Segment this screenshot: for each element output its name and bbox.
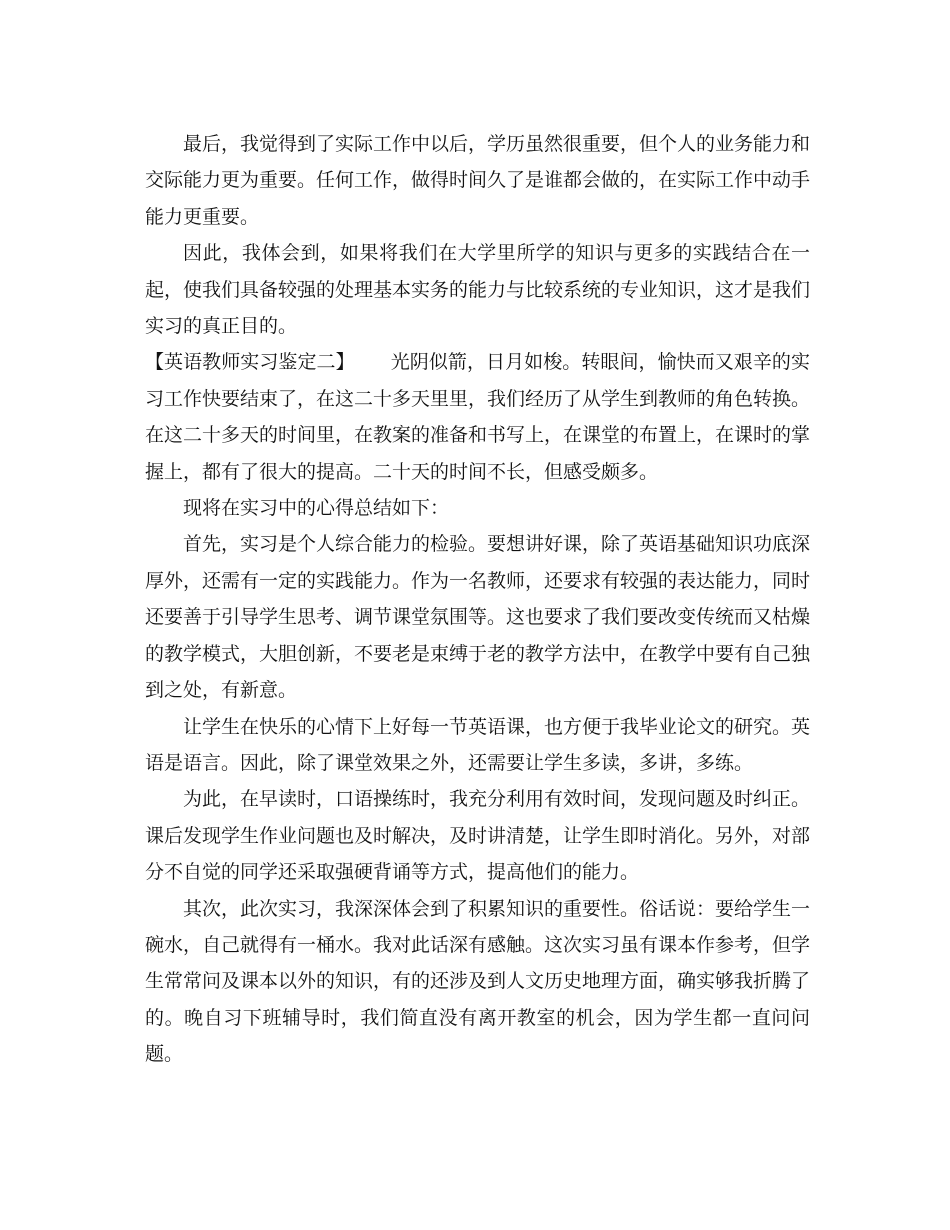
paragraph-7: 为此，在早读时，口语操练时，我充分利用有效时间，发现问题及时纠正。课后发现学生作业问题也及时解决，及时讲清楚，让学生即时消化。另外，对部分不自觉的同学还采取强硬背诵等方式，提高他们的能力。 — [145, 788, 811, 884]
paragraph-2: 因此，我体会到，如果将我们在大学里所学的知识与更多的实践结合在一起，使我们具备较强的处理基本实务的能力与比较系统的专业知识，这才是我们实习的真正目的。 — [145, 242, 811, 338]
paragraph-3 — [145, 344, 810, 490]
paragraph-6: 让学生在快乐的心情下上好每一节英语课，也方便于我毕业论文的研究。英语是语言。因此，除了课堂效果之外，还需要让学生多读，多讲，多练。 — [145, 715, 811, 774]
paragraph-8: 其次，此次实习，我深深体会到了积累知识的重要性。俗话说：要给学生一碗水，自己就得有一桶水。我对此话深有感触。这次实习虽有课本作参考，但学生常常问及课本以外的知识，有的还涉及到人文历史地理方面，确实够我折腾了的。晚自习下班辅导时，我们简直没有离开教室的机会，因为学生都一直问问题。 — [145, 897, 811, 1066]
paragraph-1: 最后，我觉得到了实际工作中以后，学历虽然很重要，但个人的业务能力和交际能力更为重要。任何工作，做得时间久了是谁都会做的，在实际工作中动手能力更重要。 — [145, 133, 811, 228]
section-heading: 【英语教师实习鉴定二】 — [145, 351, 355, 374]
paragraph-4: 现将在实习中的心得总结如下： — [183, 497, 450, 520]
document-body — [145, 126, 810, 1073]
paragraph-3-text: 光阴似箭，日月如梭。转眼间，愉快而又艰辛的实习工作快要结束了，在这二十多天里里，我们经历了从学生到教师的角色转换。在这二十多天的时间里，在教案的准备和书写上，在课堂的布置上，在课时的掌握上，都有了很大的提高。二十天的时间不长，但感受颇多。 — [145, 351, 811, 483]
paragraph-5: 首先，实习是个人综合能力的检验。要想讲好课，除了英语基础知识功底深厚外，还需有一定的实践能力。作为一名教师，还要求有较强的表达能力，同时还要善于引导学生思考、调节课堂氛围等。这也要求了我们要改变传统而又枯燥的教学模式，大胆创新，不要老是束缚于老的教学方法中，在教学中要有自己独到之处，有新意。 — [145, 533, 811, 702]
